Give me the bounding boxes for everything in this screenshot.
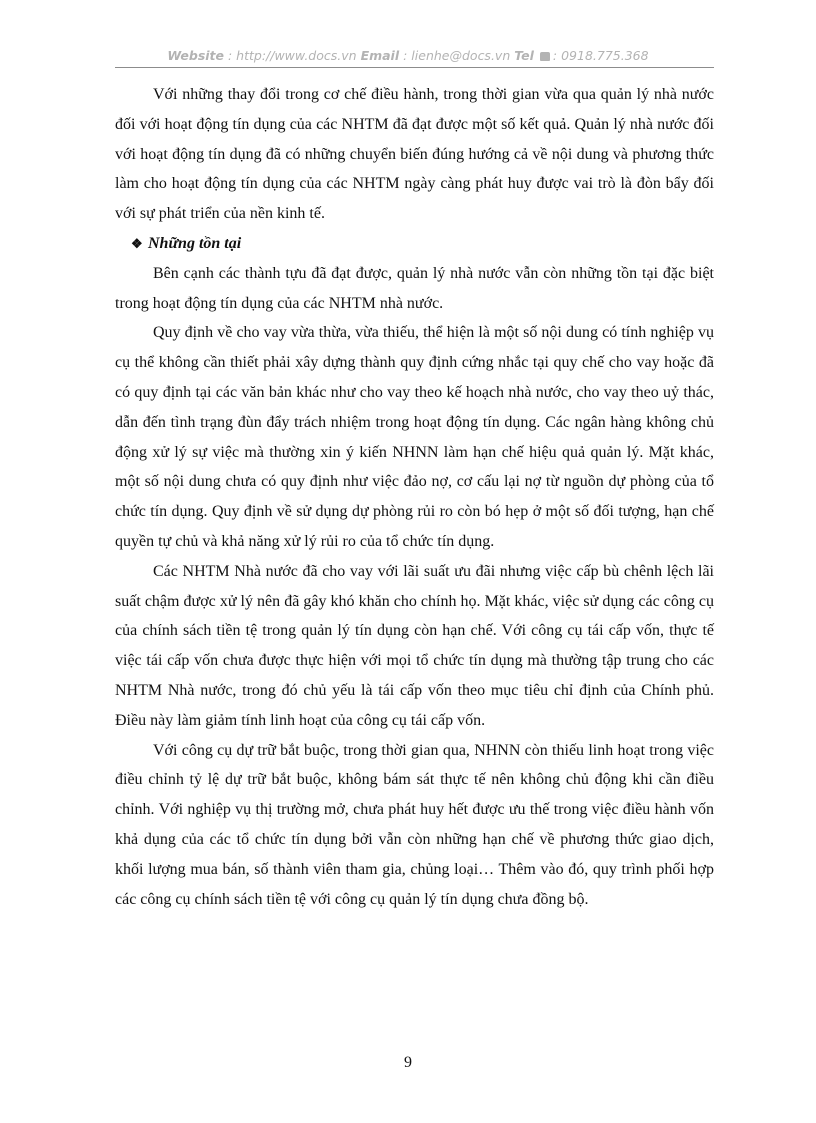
paragraph-1: Với những thay đổi trong cơ chế điều hành, trong thời gian vừa qua quản lý nhà nước đối với hoạt động tín dụng của các NHTM đã đạt được một số kết quả. Quản lý nhà nước đối với hoạt động tín dụng đã có những chuyển biến đúng hướng cả về nội dung và phương thức làm cho hoạt động tín dụng của các NHTM ngày càng phát huy được vai trò là đòn bẩy đối với sự phát triển của nền kinh tế. <box>115 86 714 223</box>
page-number: 9 <box>404 1054 412 1071</box>
email-label: Email <box>360 48 400 63</box>
header-divider <box>115 67 714 68</box>
paragraph-2: Bên cạnh các thành tựu đã đạt được, quản lý nhà nước vẫn còn những tồn tại đặc biệt trong hoạt động tín dụng của các NHTM nhà nước. <box>115 264 714 312</box>
website-value: : http://www.docs.vn <box>227 48 357 63</box>
website-label: Website <box>167 48 224 63</box>
tel-value: : 0918.775.368 <box>552 48 649 63</box>
email-value: : lienhe@docs.vn <box>403 48 511 63</box>
document-body <box>115 80 714 914</box>
paragraph-3: Quy định về cho vay vừa thừa, vừa thiếu, thể hiện là một số nội dung có tính nghiệp vụ cụ thể không cần thiết phải xây dựng thành quy định cứng nhắc tại quy chế cho vay hoặc đã có quy định tại các văn bản khác như cho vay theo kế hoạch nhà nước, cho vay theo uỷ thác, dẫn đến tình trạng đùn đẩy trách nhiệm trong hoạt động tín dụng. Các ngân hàng không chủ động xử lý sự việc mà thường xin ý kiến NHNN làm hạn chế hiệu quả quản lý. Mặt khác, một số nội dung chưa có quy định như việc đảo nợ, cơ cấu lại nợ từ nguồn dự phòng của tổ chức tín dụng. Quy định về sử dụng dự phòng rủi ro còn bó hẹp ở một số đối tượng, hạn chế quyền tự chủ và khả năng xử lý rủi ro của tổ chức tín dụng. <box>115 324 714 550</box>
phone-icon <box>540 52 550 61</box>
paragraph-5: Với công cụ dự trữ bắt buộc, trong thời gian qua, NHNN còn thiếu linh hoạt trong việc điều chỉnh tỷ lệ dự trữ bắt buộc, không bám sát thực tế nên không chủ động khi cần điều chỉnh. Với nghiệp vụ thị trường mở, chưa phát huy hết được ưu thế trong việc điều hành vốn khả dụng của các tổ chức tín dụng bởi vẫn còn những hạn chế về phương thức giao dịch, khối lượng mua bán, số thành viên tham gia, chủng loại… Thêm vào đó, quy trình phối hợp các công cụ chính sách tiền tệ với công cụ quản lý tín dụng chưa đồng bộ. <box>115 741 714 908</box>
diamond-bullet-icon: ❖ <box>131 235 143 251</box>
section-heading-text: Những tồn tại <box>148 234 242 252</box>
paragraph-4: Các NHTM Nhà nước đã cho vay với lãi suất ưu đãi nhưng việc cấp bù chênh lệch lãi suất chậm được xử lý nên đã gây khó khăn cho chính họ. Mặt khác, việc sử dụng các công cụ của chính sách tiền tệ trong quản lý tín dụng còn hạn chế. Với công cụ tái cấp vốn, thực tế việc tái cấp vốn chưa được thực hiện với mọi tổ chức tín dụng mà thường tập trung cho các NHTM Nhà nước, trong đó chủ yếu là tái cấp vốn theo mục tiêu chỉ định của Chính phủ. Điều này làm giảm tính linh hoạt của công cụ tái cấp vốn. <box>115 562 714 729</box>
section-heading <box>115 229 714 259</box>
page-header <box>115 48 701 63</box>
tel-label: Tel <box>514 48 534 63</box>
